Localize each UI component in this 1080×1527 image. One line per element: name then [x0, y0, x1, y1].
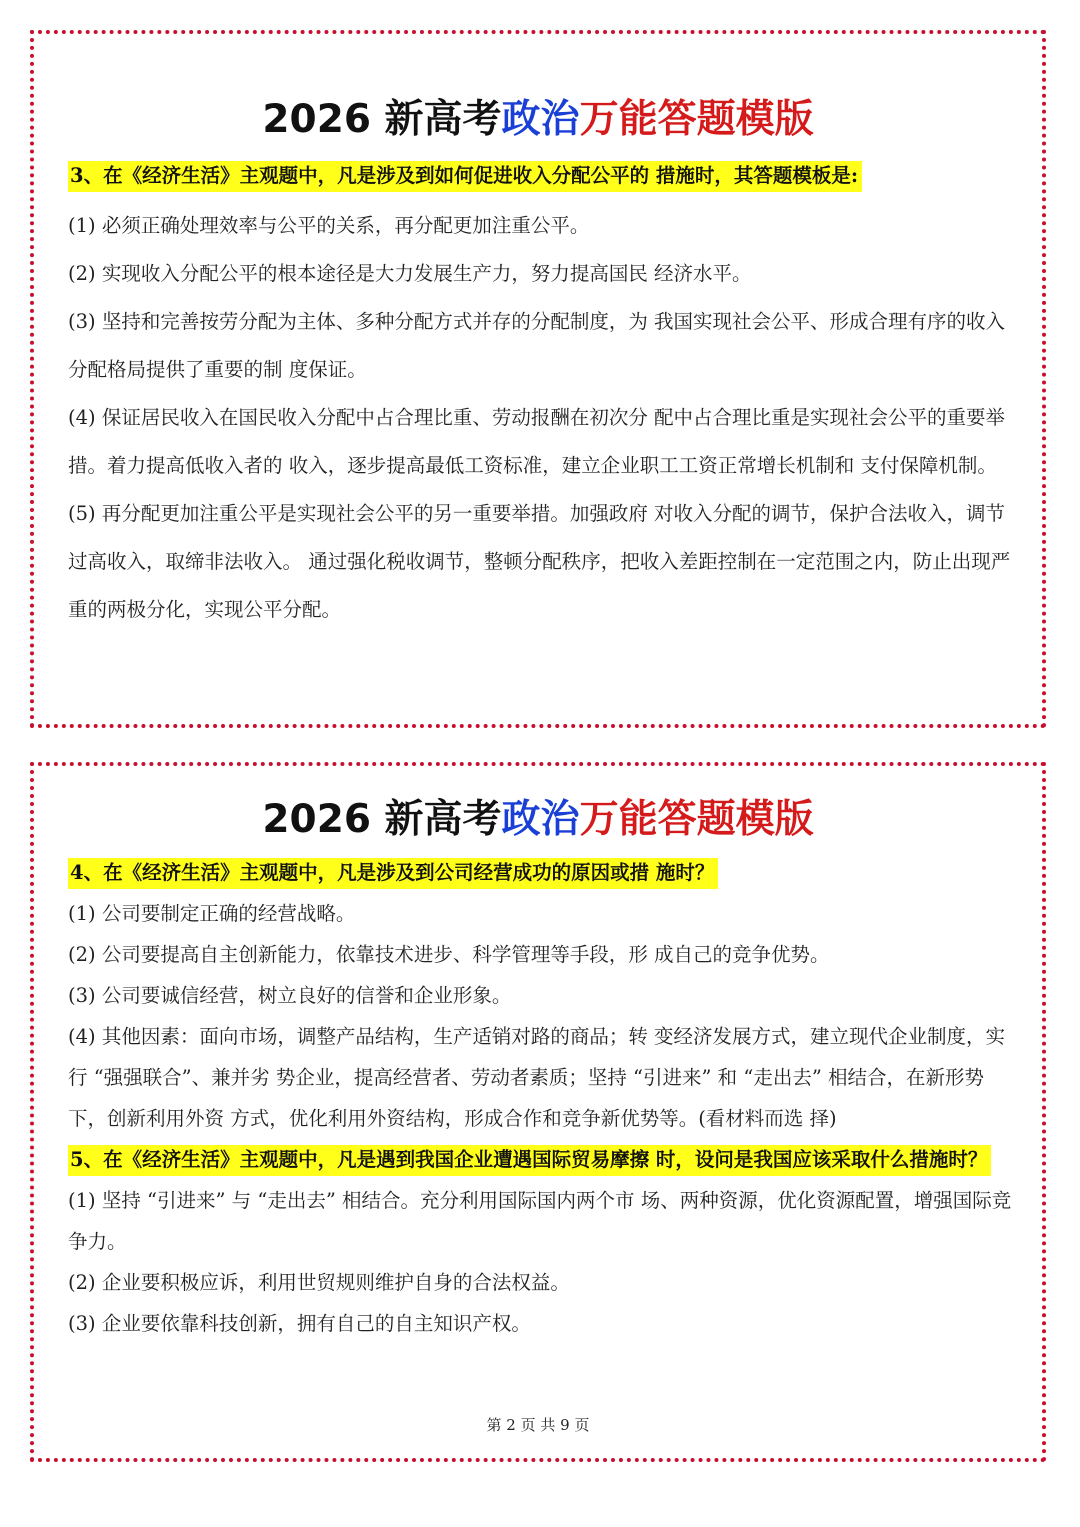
title-part-year: 2026 新高考	[262, 97, 502, 142]
question-highlight: 4、在《经济生活》主观题中，凡是涉及到公司经营成功的原因或措 施时？	[68, 858, 718, 889]
answer-paragraph: (2) 公司要提高自主创新能力，依靠技术进步、科学管理等手段，形 成自己的竞争优势。	[68, 943, 830, 966]
answer-paragraph: (4) 保证居民收入在国民收入分配中占合理比重、劳动报酬在初次分 配中占合理比重是实现社会公平的重要举措。着力提高低收入者的 收入，逐步提高最低工资标准，建立企业职工工资正常增长机制和 支付保障机制。	[68, 406, 1006, 477]
title-part-year: 2026 新高考	[262, 797, 502, 842]
page-number-footer: 第 2 页 共 9 页	[486, 1416, 590, 1434]
document-panel-1	[30, 30, 1046, 728]
title-part-template: 万能答题模版	[579, 97, 814, 142]
answer-paragraph: (4) 其他因素：面向市场，调整产品结构，生产适销对路的商品；转 变经济发展方式，建立现代企业制度，实行 “强强联合”、兼并劣 势企业，提高经营者、劳动者素质；坚持 “引进来” 和 “走出去” 相结合，在新形势下，创新利用外资 方式，优化利用外资结构，形成合作和竞争新优势等。(看材料而选 择)	[68, 1025, 1006, 1130]
answer-paragraph: (1) 必须正确处理效率与公平的关系，再分配更加注重公平。	[68, 214, 590, 237]
title-part-subject: 政治	[501, 797, 580, 842]
question-heading	[68, 1139, 1014, 1180]
answer-paragraph: (2) 实现收入分配公平的根本途径是大力发展生产力，努力提高国民 经济水平。	[68, 262, 752, 285]
answer-paragraph: (2) 企业要积极应诉，利用世贸规则维护自身的合法权益。	[68, 1271, 570, 1294]
answer-paragraph: (3) 公司要诚信经营，树立良好的信誉和企业形象。	[68, 984, 512, 1007]
answer-paragraph: (3) 企业要依靠科技创新，拥有自己的自主知识产权。	[68, 1312, 531, 1335]
panel-title	[34, 788, 1042, 844]
title-part-template: 万能答题模版	[579, 797, 814, 842]
document-panel-2	[30, 762, 1046, 1462]
answer-paragraph: (5) 再分配更加注重公平是实现社会公平的另一重要举措。加强政府 对收入分配的调节，保护合法收入，调节过高收入，取缔非法收入。 通过强化税收调节，整顿分配秩序，把收入差距控制在一定范围之内，防止出现严重的两极分化，实现公平分配。	[68, 502, 1011, 621]
answer-paragraph: (1) 公司要制定正确的经营战略。	[68, 902, 356, 925]
question-highlight: 5、在《经济生活》主观题中，凡是遇到我国企业遭遇国际贸易摩擦 时，设问是我国应该采取什么措施时？	[68, 1145, 991, 1176]
question-heading	[68, 156, 1014, 196]
question-heading	[68, 852, 1014, 893]
title-part-subject: 政治	[501, 97, 580, 142]
question-highlight: 3、在《经济生活》主观题中，凡是涉及到如何促进收入分配公平的 措施时，其答题模板是:	[68, 161, 862, 192]
panel-content	[68, 852, 1014, 1344]
answer-paragraph: (3) 坚持和完善按劳分配为主体、多种分配方式并存的分配制度，为 我国实现社会公平、形成合理有序的收入分配格局提供了重要的制 度保证。	[68, 310, 1006, 381]
answer-paragraph: (1) 坚持 “引进来” 与 “走出去” 相结合。充分利用国际国内两个市 场、两种资源，优化资源配置，增强国际竞争力。	[68, 1189, 1012, 1253]
panel-title	[34, 88, 1042, 144]
panel-content	[68, 156, 1014, 634]
